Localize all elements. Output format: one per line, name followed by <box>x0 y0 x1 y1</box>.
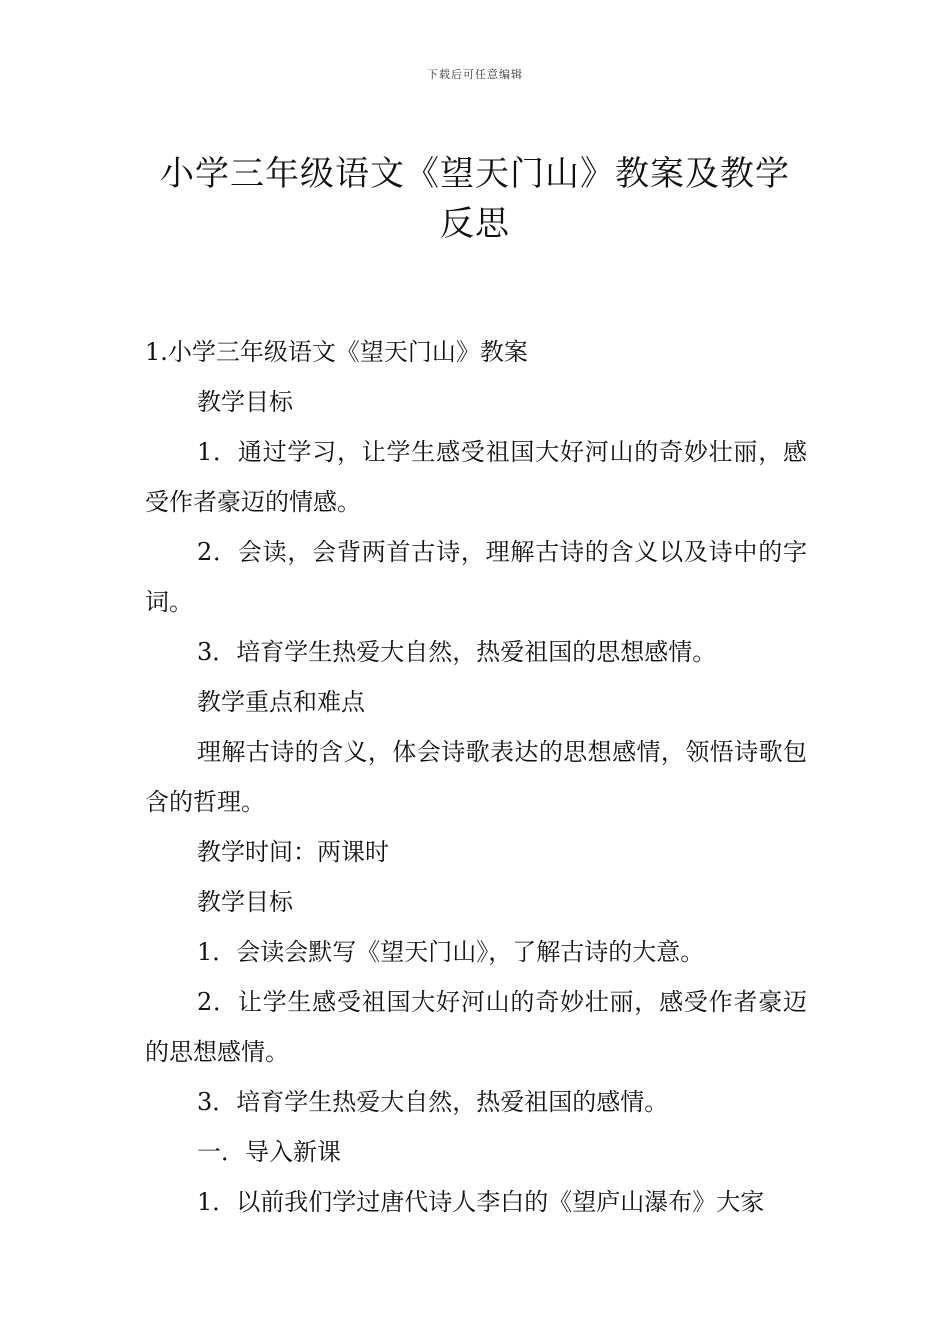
paragraph: 1．通过学习，让学生感受祖国大好河山的奇妙壮丽，感受作者豪迈的情感。 <box>145 438 807 516</box>
paragraph: 一．导入新课 <box>197 1138 341 1166</box>
section-heading: 1.小学三年级语文《望天门山》教案 <box>145 338 528 366</box>
paragraph: 教学目标 <box>197 388 293 416</box>
paragraph: 教学时间：两课时 <box>197 838 389 866</box>
paragraph: 1．会读会默写《望天门山》，了解古诗的大意。 <box>197 938 705 966</box>
paragraph: 3．培育学生热爱大自然，热爱祖国的感情。 <box>197 1088 669 1116</box>
paragraph: 1．以前我们学过唐代诗人李白的《望庐山瀑布》大家 <box>197 1188 765 1216</box>
document-body <box>145 327 807 1227</box>
paragraph: 理解古诗的含义，体会诗歌表达的思想感情，领悟诗歌包含的哲理。 <box>145 738 807 816</box>
paragraph: 教学重点和难点 <box>197 688 365 716</box>
paragraph: 2．会读，会背两首古诗，理解古诗的含义以及诗中的字词。 <box>145 538 807 616</box>
document-title: 小学三年级语文《望天门山》教案及教学反思 <box>160 153 790 244</box>
header-note: 下载后可任意编辑 <box>427 68 523 81</box>
paragraph: 教学目标 <box>197 888 293 916</box>
paragraph: 3．培育学生热爱大自然，热爱祖国的思想感情。 <box>197 638 717 666</box>
paragraph: 2．让学生感受祖国大好河山的奇妙壮丽，感受作者豪迈的思想感情。 <box>145 988 807 1066</box>
